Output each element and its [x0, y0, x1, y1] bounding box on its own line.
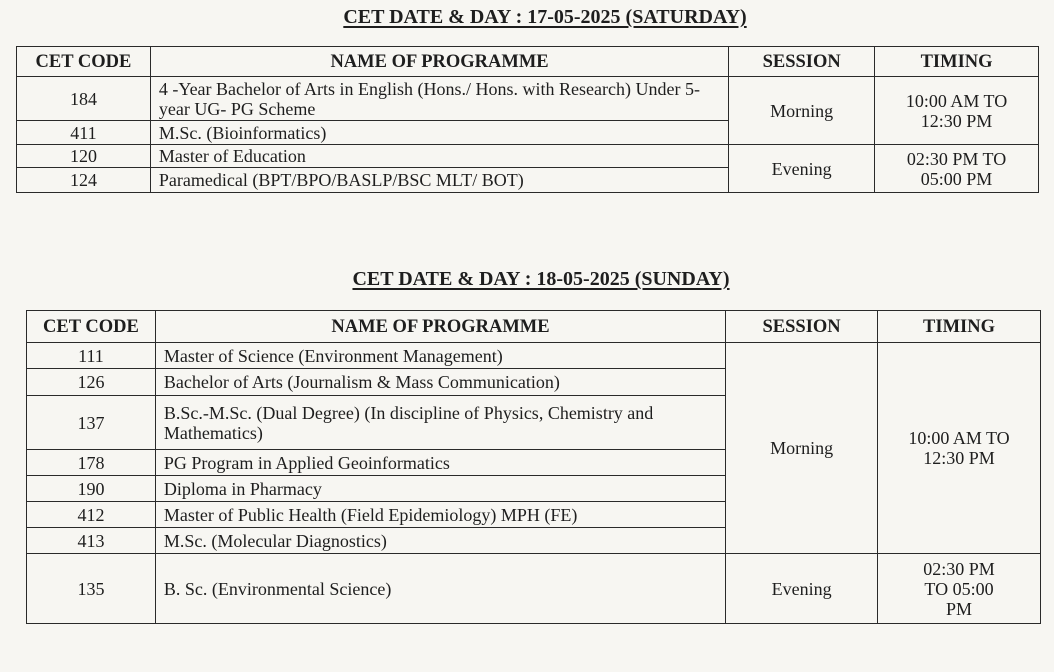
cet-code: 124	[17, 168, 151, 193]
programme-name: Bachelor of Arts (Journalism & Mass Communication)	[155, 369, 725, 396]
timing-evening: 02:30 PM TO 05:00 PM	[875, 145, 1039, 193]
cet-code: 111	[27, 343, 156, 369]
table-row	[27, 343, 1041, 369]
cet-code: 137	[27, 396, 156, 450]
header-session: SESSION	[726, 311, 878, 343]
cet-code: 120	[17, 145, 151, 168]
section-title-sunday: CET DATE & DAY : 18-05-2025 (SUNDAY)	[352, 268, 730, 290]
programme-name: M.Sc. (Bioinformatics)	[150, 121, 728, 145]
programme-name: B.Sc.-M.Sc. (Dual Degree) (In discipline of Physics, Chemistry and Mathematics)	[155, 396, 725, 450]
header-session: SESSION	[729, 47, 875, 77]
programme-name: Diploma in Pharmacy	[155, 476, 725, 502]
timing-evening: 02:30 PM TO 05:00 PM	[878, 554, 1041, 624]
programme-name: PG Program in Applied Geoinformatics	[155, 450, 725, 476]
cet-code: 190	[27, 476, 156, 502]
programme-name: Master of Education	[150, 145, 728, 168]
section-title-saturday: CET DATE & DAY : 17-05-2025 (SATURDAY)	[343, 6, 747, 28]
header-programme: NAME OF PROGRAMME	[150, 47, 728, 77]
header-timing: TIMING	[878, 311, 1041, 343]
table-row	[17, 145, 1039, 168]
table-header-row	[27, 311, 1041, 343]
session-evening: Evening	[729, 145, 875, 193]
schedule-table-saturday	[16, 46, 1039, 193]
cet-code: 126	[27, 369, 156, 396]
header-programme: NAME OF PROGRAMME	[155, 311, 725, 343]
cet-code: 178	[27, 450, 156, 476]
programme-name: Master of Public Health (Field Epidemiology) MPH (FE)	[155, 502, 725, 528]
programme-name: B. Sc. (Environmental Science)	[155, 554, 725, 624]
cet-code: 412	[27, 502, 156, 528]
header-timing: TIMING	[875, 47, 1039, 77]
cet-code: 411	[17, 121, 151, 145]
programme-name: Paramedical (BPT/BPO/BASLP/BSC MLT/ BOT)	[150, 168, 728, 193]
session-evening: Evening	[726, 554, 878, 624]
timing-morning: 10:00 AM TO 12:30 PM	[878, 343, 1041, 554]
header-cet-code: CET CODE	[27, 311, 156, 343]
session-morning: Morning	[729, 77, 875, 145]
session-morning: Morning	[726, 343, 878, 554]
table-row	[17, 77, 1039, 121]
cet-code: 413	[27, 528, 156, 554]
table-header-row	[17, 47, 1039, 77]
cet-code: 184	[17, 77, 151, 121]
programme-name: M.Sc. (Molecular Diagnostics)	[155, 528, 725, 554]
table-row	[27, 554, 1041, 624]
timing-morning: 10:00 AM TO 12:30 PM	[875, 77, 1039, 145]
header-cet-code: CET CODE	[17, 47, 151, 77]
schedule-table-sunday	[26, 310, 1041, 624]
programme-name: Master of Science (Environment Management)	[155, 343, 725, 369]
programme-name: 4 -Year Bachelor of Arts in English (Hons./ Hons. with Research) Under 5-year UG- PG Scheme	[150, 77, 728, 121]
cet-code: 135	[27, 554, 156, 624]
